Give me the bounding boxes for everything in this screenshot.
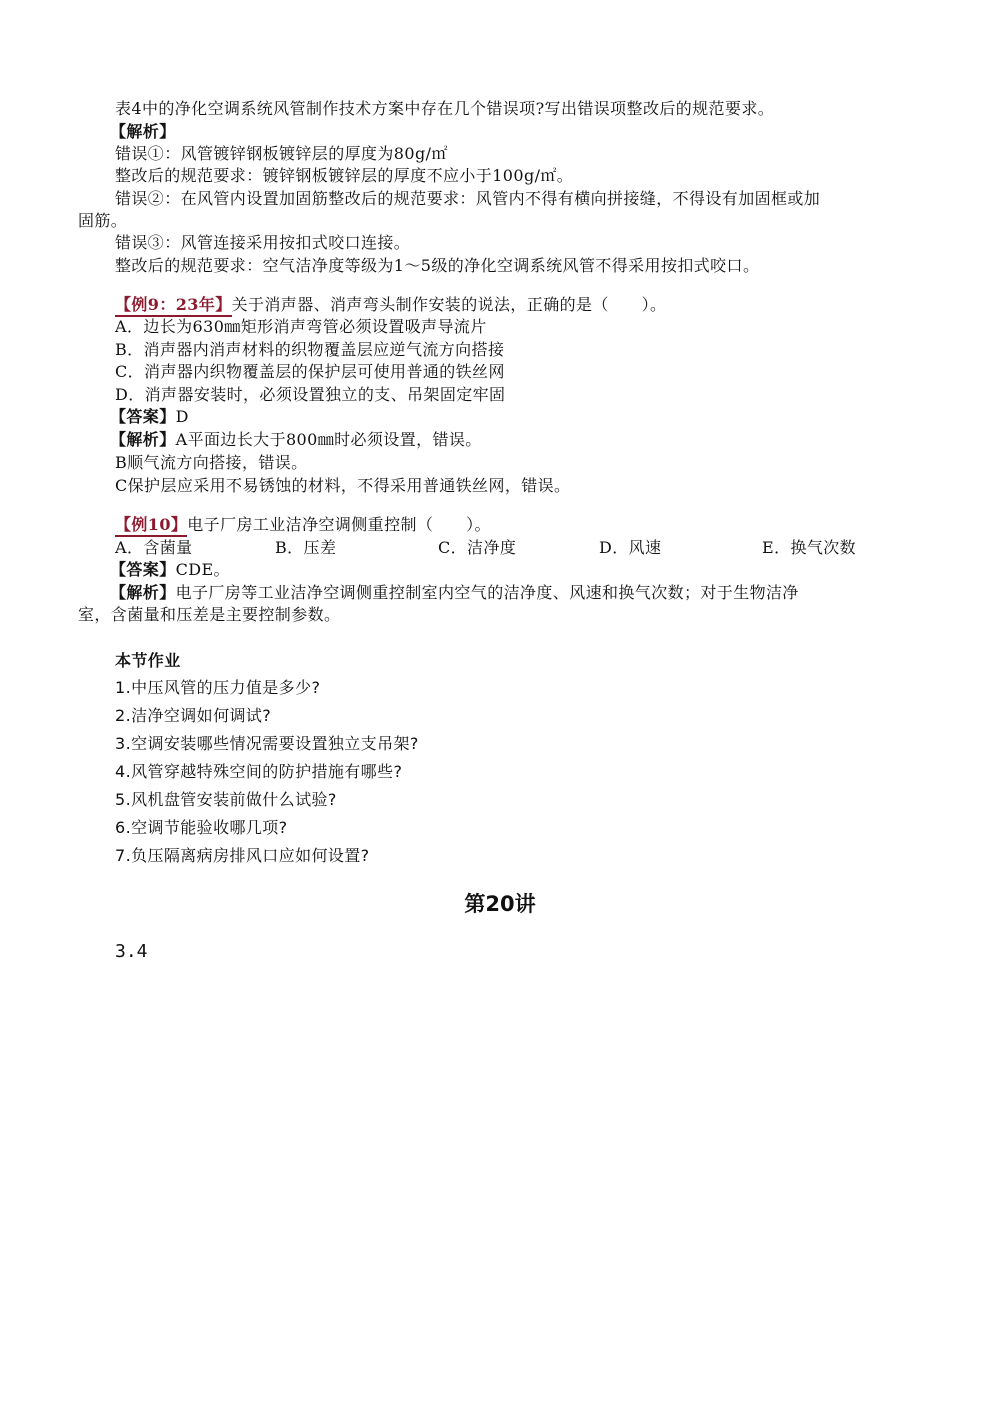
homework-item: 6.空调节能验收哪几项? bbox=[115, 818, 288, 837]
answer-label: 【答案】 bbox=[110, 407, 176, 426]
error-2-line-2: 固筋。 bbox=[78, 211, 128, 230]
example-10-analysis-1: 电子厂房等工业洁净空调侧重控制室内空气的洁净度、风速和换气次数；对于生物洁净 bbox=[175, 583, 799, 602]
example-10-answer-line bbox=[110, 559, 230, 581]
example-9-stem-line bbox=[115, 294, 666, 317]
question-text: 表4中的净化空调系统风管制作技术方案中存在几个错误项?写出错误项整改后的规范要求。 bbox=[115, 99, 775, 118]
example-10-answer: CDE。 bbox=[175, 560, 230, 579]
example-10-analysis-2: 室，含菌量和压差是主要控制参数。 bbox=[78, 605, 341, 624]
example-9-option-b: B．消声器内消声材料的织物覆盖层应逆气流方向搭接 bbox=[115, 340, 505, 359]
example-10-option-c: C．洁净度 bbox=[438, 538, 517, 557]
example-9-analysis-a: A平面边长大于800㎜时必须设置，错误。 bbox=[175, 430, 482, 449]
section-number: 3.4 bbox=[115, 941, 148, 962]
analysis-label: 【解析】 bbox=[110, 583, 176, 602]
example-9-analysis-c: C保护层应采用不易锈蚀的材料，不得采用普通铁丝网，错误。 bbox=[115, 476, 571, 495]
error-1: 错误①：风管镀锌钢板镀锌层的厚度为80g/㎡ bbox=[115, 144, 448, 163]
example-9-option-c: C．消声器内织物覆盖层的保护层可使用普通的铁丝网 bbox=[115, 362, 505, 381]
homework-item: 1.中压风管的压力值是多少? bbox=[115, 678, 321, 697]
homework-item: 5.风机盘管安装前做什么试验? bbox=[115, 790, 337, 809]
example-9-analysis-line-1 bbox=[110, 429, 482, 451]
fix-3: 整改后的规范要求：空气洁净度等级为1～5级的净化空调系统风管不得采用按扣式咬口。 bbox=[115, 256, 760, 275]
example-10-options bbox=[115, 537, 895, 559]
error-2-line-1: 错误②：在风管内设置加固筋整改后的规范要求：风管内不得有横向拼接缝，不得设有加固框或加 bbox=[115, 189, 821, 208]
analysis-label: 【解析】 bbox=[110, 122, 176, 141]
example-9-stem: 关于消声器、消声弯头制作安装的说法，正确的是（ ）。 bbox=[231, 295, 667, 314]
example-9-answer-line bbox=[110, 406, 189, 428]
homework-item: 3.空调安装哪些情况需要设置独立支吊架? bbox=[115, 734, 419, 753]
homework-item: 4.风管穿越特殊空间的防护措施有哪些? bbox=[115, 762, 403, 781]
lecture-title: 第20讲 bbox=[464, 892, 536, 916]
example-9-option-a: A．边长为630㎜矩形消声弯管必须设置吸声导流片 bbox=[115, 317, 487, 336]
example-9-analysis-b: B顺气流方向搭接，错误。 bbox=[115, 453, 308, 472]
homework-item: 7.负压隔离病房排风口应如何设置? bbox=[115, 846, 370, 865]
fix-1: 整改后的规范要求：镀锌钢板镀锌层的厚度不应小于100g/㎡。 bbox=[115, 166, 574, 185]
example-9-option-d: D．消声器安装时，必须设置独立的支、吊架固定牢固 bbox=[115, 385, 506, 404]
example-10-tag: 【例10】 bbox=[115, 515, 187, 537]
example-10-option-a: A．含菌量 bbox=[115, 538, 193, 557]
homework-item: 2.洁净空调如何调试? bbox=[115, 706, 272, 725]
analysis-label: 【解析】 bbox=[110, 430, 176, 449]
example-10-analysis-line-1 bbox=[110, 582, 799, 604]
homework-title: 本节作业 bbox=[115, 651, 181, 670]
answer-label: 【答案】 bbox=[110, 560, 176, 579]
example-9-answer: D bbox=[175, 407, 189, 426]
example-10-stem: 电子厂房工业洁净空调侧重控制（ ）。 bbox=[187, 515, 491, 534]
example-9-tag: 【例9：23年】 bbox=[115, 295, 232, 317]
example-10-stem-line bbox=[115, 514, 491, 537]
example-10-option-b: B．压差 bbox=[275, 538, 337, 557]
example-10-option-d: D．风速 bbox=[599, 538, 662, 557]
error-3: 错误③：风管连接采用按扣式咬口连接。 bbox=[115, 233, 411, 252]
example-10-option-e: E．换气次数 bbox=[762, 538, 857, 557]
